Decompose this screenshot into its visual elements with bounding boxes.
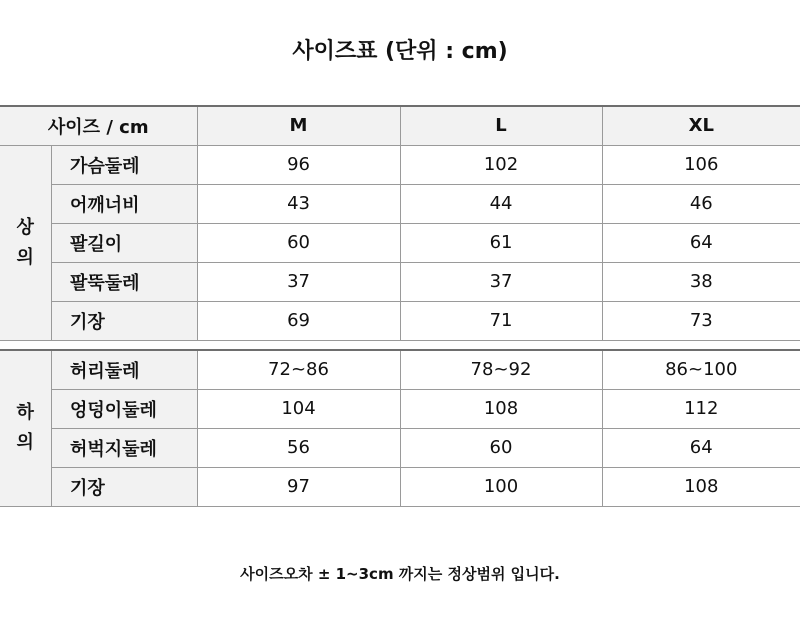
row-label: 팔뚝둘레 [51, 262, 197, 301]
table-row [0, 301, 800, 340]
table-row [0, 184, 800, 223]
group-label-bottom [0, 350, 51, 506]
cell-value: 100 [400, 467, 602, 506]
top-size-table [0, 105, 800, 341]
cell-value: 44 [400, 184, 602, 223]
header-size-m: M [197, 106, 400, 145]
cell-value: 61 [400, 223, 602, 262]
cell-value: 43 [197, 184, 400, 223]
table-row [0, 467, 800, 506]
cell-value: 112 [602, 389, 800, 428]
table-row [0, 428, 800, 467]
row-label: 기장 [51, 467, 197, 506]
group-char: 상 [16, 216, 34, 238]
row-label: 가슴둘레 [51, 145, 197, 184]
row-label: 기장 [51, 301, 197, 340]
header-size-l: L [400, 106, 602, 145]
row-label: 팔길이 [51, 223, 197, 262]
cell-value: 69 [197, 301, 400, 340]
header-size-xl: XL [602, 106, 800, 145]
bottom-size-table [0, 349, 800, 507]
cell-value: 104 [197, 389, 400, 428]
cell-value: 106 [602, 145, 800, 184]
header-corner: 사이즈 / cm [0, 106, 197, 145]
group-char: 하 [16, 402, 34, 424]
cell-value: 97 [197, 467, 400, 506]
table-row [0, 350, 800, 389]
cell-value: 64 [602, 428, 800, 467]
page-title: 사이즈표 (단위 : cm) [292, 39, 508, 64]
table-row [0, 145, 800, 184]
cell-value: 46 [602, 184, 800, 223]
row-label: 엉덩이둘레 [51, 389, 197, 428]
cell-value: 78~92 [400, 350, 602, 389]
size-tolerance-note: 사이즈오차 ± 1~3cm 까지는 정상범위 입니다. [240, 565, 560, 583]
group-char: 의 [16, 246, 34, 268]
cell-value: 60 [400, 428, 602, 467]
group-label-top [0, 145, 51, 340]
row-label: 허리둘레 [51, 350, 197, 389]
cell-value: 108 [602, 467, 800, 506]
header-row [0, 106, 800, 145]
cell-value: 71 [400, 301, 602, 340]
table-row [0, 223, 800, 262]
row-label: 허벅지둘레 [51, 428, 197, 467]
cell-value: 38 [602, 262, 800, 301]
cell-value: 73 [602, 301, 800, 340]
table-row [0, 262, 800, 301]
cell-value: 64 [602, 223, 800, 262]
cell-value: 37 [197, 262, 400, 301]
cell-value: 102 [400, 145, 602, 184]
cell-value: 86~100 [602, 350, 800, 389]
cell-value: 56 [197, 428, 400, 467]
row-label: 어깨너비 [51, 184, 197, 223]
cell-value: 108 [400, 389, 602, 428]
cell-value: 96 [197, 145, 400, 184]
cell-value: 37 [400, 262, 602, 301]
table-row [0, 389, 800, 428]
cell-value: 60 [197, 223, 400, 262]
group-char: 의 [16, 432, 34, 454]
cell-value: 72~86 [197, 350, 400, 389]
